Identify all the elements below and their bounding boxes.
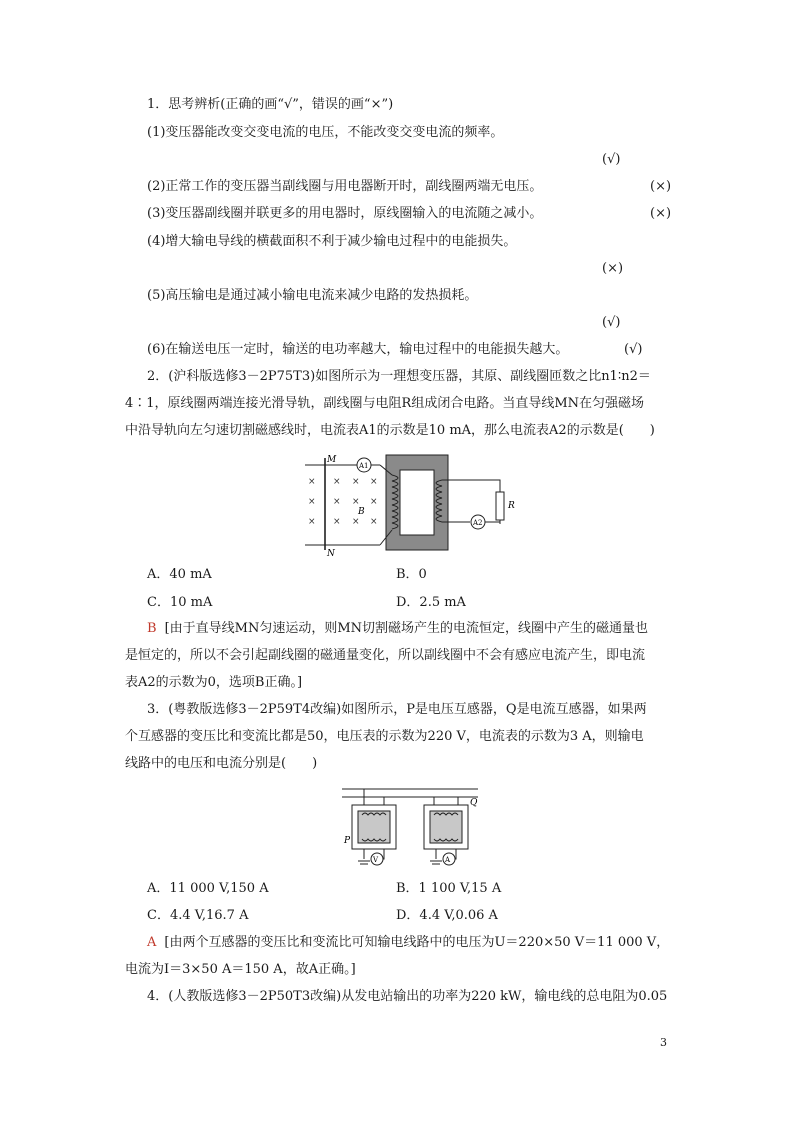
q1-item-6: (6)在输送电压一定时，输送的电功率越大，输电过程中的电能损失越大。 xyxy=(147,342,569,357)
q3-answer-line-1: A [由两个互感器的变压比和变流比可知输电线路中的电压为U＝220×50 V＝11 000 V， xyxy=(147,935,670,950)
q1-item-6-mark: (√) xyxy=(624,342,643,357)
page-number: 3 xyxy=(660,1036,667,1049)
q1-item-4: (4)增大输电导线的横截面积不利于减少输电过程中的电能损失。 xyxy=(147,234,517,249)
q2-line-3: 中沿导轨向左匀速切割磁感线时，电流表A1的示数是10 mA，那么电流表A2的示数是( ) xyxy=(125,423,655,438)
q2-option-d: D．2.5 mA xyxy=(396,595,466,610)
q1-item-2: (2)正常工作的变压器当副线圈与用电器断开时，副线圈两端无电压。 xyxy=(147,179,543,194)
q1-item-1-mark: (√) xyxy=(602,152,621,167)
q1-item-1: (1)变压器能改变交变电流的电压，不能改变交变电流的频率。 xyxy=(147,125,504,140)
q1-item-3: (3)变压器副线圈并联更多的用电器时，原线圈输入的电流随之减小。 xyxy=(147,206,543,221)
q1-item-2-mark: (×) xyxy=(650,179,672,194)
svg-text:×: × xyxy=(333,477,341,487)
svg-text:×: × xyxy=(308,497,316,507)
svg-text:×: × xyxy=(370,477,378,487)
q2-answer-line-1: B [由于直导线MN匀速运动，则MN切割磁场产生的电流恒定，线圈中产生的磁通量也 xyxy=(147,621,649,636)
svg-text:×: × xyxy=(352,517,360,527)
svg-text:×: × xyxy=(370,517,378,527)
q3-option-c: C．4.4 V,16.7 A xyxy=(147,908,249,923)
q2-option-b: B．0 xyxy=(396,567,427,582)
q3-option-b: B．1 100 V,15 A xyxy=(396,881,502,896)
q2-option-c: C．10 mA xyxy=(147,595,213,610)
ammeter-label: A xyxy=(445,856,451,864)
q3-option-d: D．4.4 V,0.06 A xyxy=(396,908,498,923)
q3-instrument-transformer-figure xyxy=(340,783,480,871)
svg-text:×: × xyxy=(308,517,316,527)
q1-title: 1．思考辨析(正确的画“√”，错误的画“×”) xyxy=(147,97,394,112)
svg-text:×: × xyxy=(352,497,360,507)
q2-option-a: A．40 mA xyxy=(147,567,212,582)
svg-text:×: × xyxy=(352,477,360,487)
ammeter-a2-label: A2 xyxy=(473,519,483,527)
q3-answer-letter: A xyxy=(147,935,157,950)
q1-item-3-mark: (×) xyxy=(650,206,672,221)
svg-text:×: × xyxy=(308,477,316,487)
q1-item-4-mark: (×) xyxy=(602,261,624,276)
label-m: M xyxy=(327,455,337,465)
q3-answer-line-2: 电流为I＝3×50 A＝150 A，故A正确。] xyxy=(125,962,356,977)
q3-line-3: 线路中的电压和电流分别是( ) xyxy=(125,756,318,771)
q3-line-1: 3．(粤教版选修3－2P59T4改编)如图所示，P是电压互感器，Q是电流互感器，如果两 xyxy=(147,702,647,717)
label-p: P xyxy=(344,836,351,846)
label-q: Q xyxy=(470,798,478,808)
q2-answer-line-2: 是恒定的，所以不会引起副线圈的磁通量变化，所以副线圈中不会有感应电流产生，即电流 xyxy=(125,648,646,663)
q1-item-5: (5)高压输电是通过减小输电电流来减少电路的发热损耗。 xyxy=(147,288,478,303)
q2-answer-letter: B xyxy=(147,621,157,636)
label-r: R xyxy=(508,501,515,511)
q3-line-2: 个互感器的变压比和变流比都是50，电压表的示数为220 V，电流表的示数为3 A，则输电 xyxy=(125,729,644,744)
ammeter-a1-label: A1 xyxy=(359,462,369,470)
svg-text:×: × xyxy=(370,497,378,507)
q3-option-a: A．11 000 V,150 A xyxy=(147,881,269,896)
svg-text:×: × xyxy=(333,517,341,527)
label-b: B xyxy=(358,507,365,517)
label-n: N xyxy=(327,549,335,558)
q2-line-1: 2．(沪科版选修3－2P75T3)如图所示为一理想变压器，其原、副线圈匝数之比n1∶n2＝ xyxy=(147,369,651,384)
voltmeter-label: V xyxy=(373,856,379,864)
q1-item-5-mark: (√) xyxy=(602,315,621,330)
q4-line-1: 4．(人教版选修3－2P50T3改编)从发电站输出的功率为220 kW，输电线的总电阻为0.05 xyxy=(147,989,668,1004)
svg-text:×: × xyxy=(333,497,341,507)
q2-answer-line-3: 表A2的示数为0，选项B正确。] xyxy=(125,675,303,690)
q2-transformer-figure xyxy=(300,450,530,558)
q2-line-2: 4∶1，原线圈两端连接光滑导轨，副线圈与电阻R组成闭合电路。当直导线MN在匀强磁场 xyxy=(125,396,645,411)
